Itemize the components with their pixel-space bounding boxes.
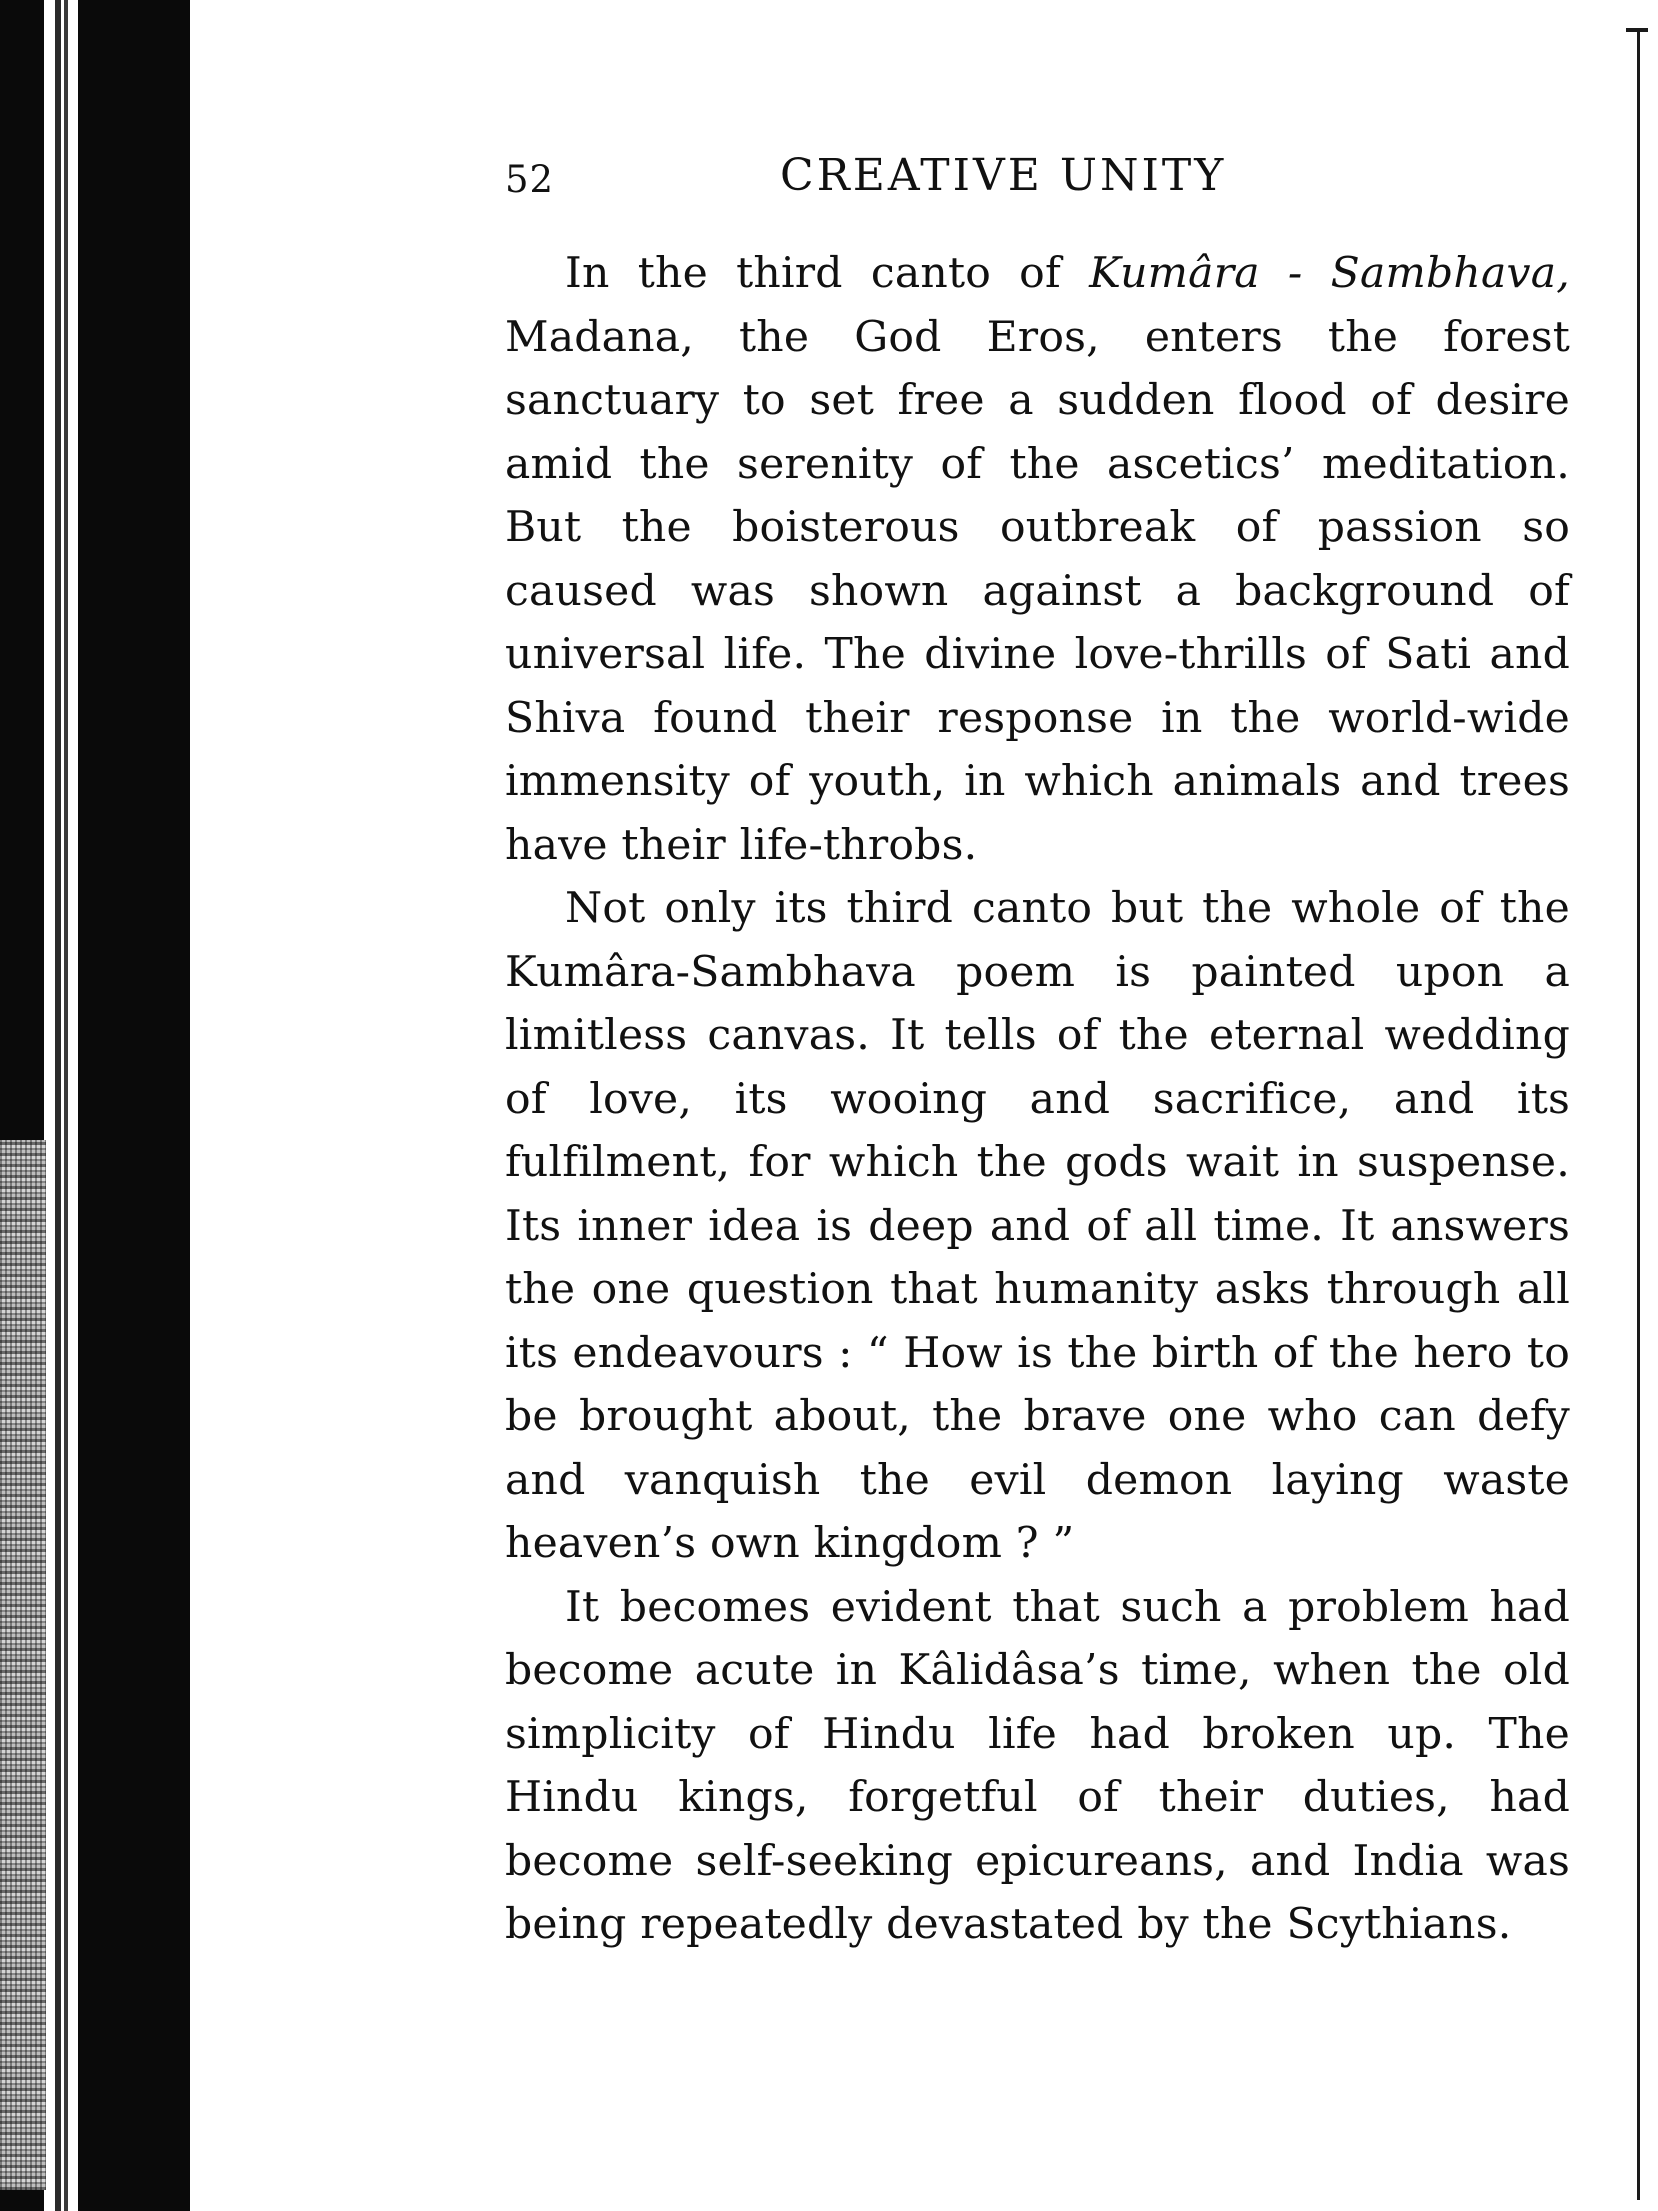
running-title: CREATIVE UNITY bbox=[780, 150, 1227, 201]
book-page bbox=[505, 140, 1570, 1957]
paragraph-2: Not only its third canto but the whole of the Kumâra-Sambhava poem is painted upon a limitless canvas. It tells of the eternal wedding of love, its wooing and sacrifice, and its fulfilment, for which the gods wait in suspense. Its inner idea is deep and of all time. It answers the one question that humanity asks through all its endeavours : “ How is the birth of the hero to be brought about, the brave one who can defy and vanquish the evil demon laying waste heaven’s own kingdom ? ” bbox=[505, 884, 1570, 1568]
poem-title-italic: Kumâra - Sambhava, bbox=[1089, 249, 1570, 298]
binding-texture bbox=[0, 1140, 46, 2190]
binding-line-thin bbox=[55, 0, 61, 2211]
paragraph-3: It becomes evident that such a problem had become acute in Kâlidâsa’s time, when the old simplicity of Hindu life had broken up. The Hindu kings, forgetful of their duties, had become self-seeking epicureans, and India was being repeatedly devastated by the Scythians. bbox=[505, 1582, 1570, 1949]
running-head bbox=[505, 140, 1570, 220]
binding-line-thin-2 bbox=[64, 0, 68, 2211]
paragraph-1 bbox=[505, 242, 1570, 877]
paragraph-1-rest: Madana, the God Eros, enters the forest sanctuary to set free a sudden flood of desire amid the serenity of the ascetics’ meditation. But the boisterous outbreak of passion so caused was shown against a background of universal life. The divine love-thrills of Sati and Shiva found their response in the world-wide immensity of youth, in which animals and trees have their life-throbs. bbox=[505, 312, 1570, 870]
body-text bbox=[505, 242, 1570, 1957]
scan-binding-edge bbox=[0, 0, 190, 2211]
paragraph-1-lead: In the third canto of bbox=[565, 249, 1090, 298]
page-right-edge bbox=[1637, 30, 1640, 2200]
binding-shadow-inner bbox=[78, 0, 190, 2211]
page-number: 52 bbox=[505, 158, 555, 201]
